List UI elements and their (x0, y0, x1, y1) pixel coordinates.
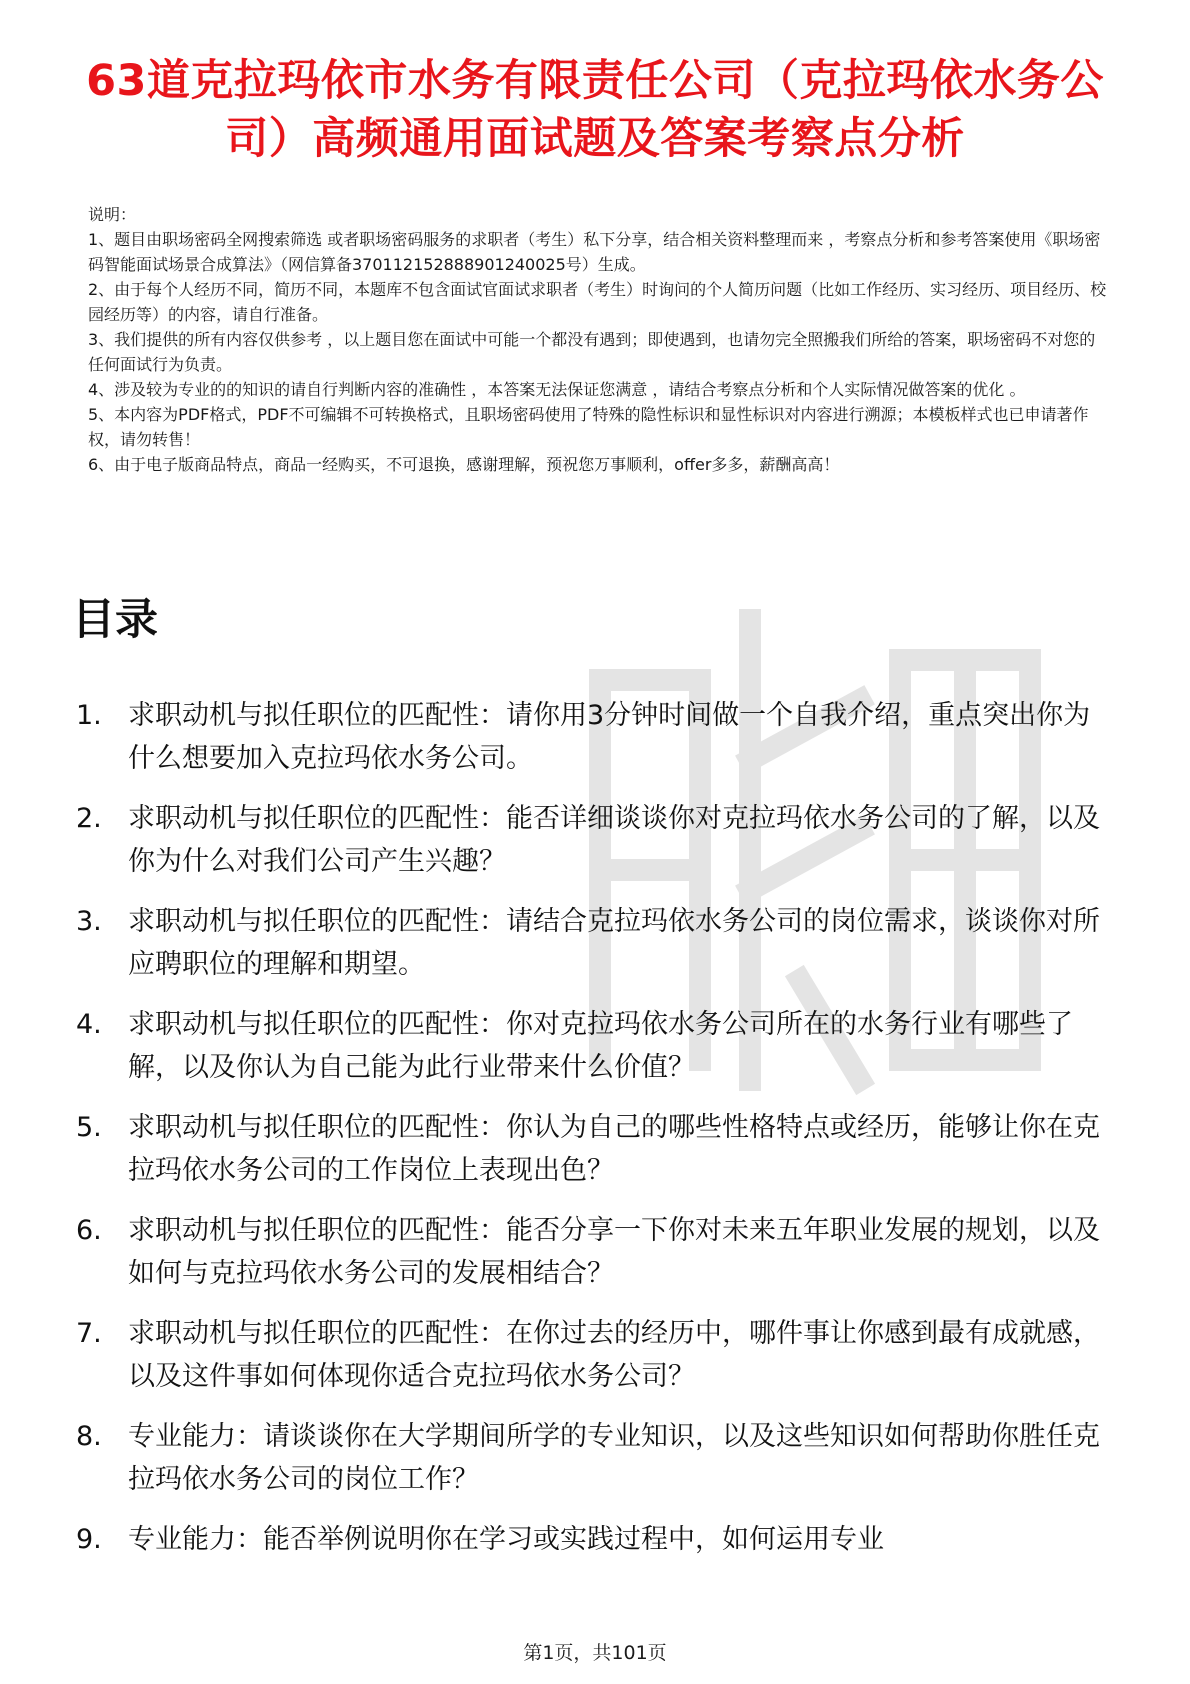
toc-item[interactable] (76, 1415, 1116, 1501)
note-item: 1、题目由职场密码全网搜索筛选 或者职场密码服务的求职者（考生）私下分享，结合相关资料整理而来 ，考察点分析和参考答案使用《职场密码智能面试场景合成算法》（网信算备370112152888901240025号）生成。 (88, 230, 1101, 274)
document-title: 63道克拉玛依市水务有限责任公司（克拉玛依水务公司）高频通用面试题及答案考察点分析 (86, 56, 1104, 164)
page-footer: 第1页，共101页 (523, 1642, 667, 1664)
toc-item[interactable] (76, 694, 1116, 780)
toc-item[interactable] (76, 1518, 1116, 1561)
note-item: 5、本内容为PDF格式，PDF不可编辑不可转换格式，且职场密码使用了特殊的隐性标识和显性标识对内容进行溯源；本模板样式也已申请著作权，请勿转售！ (88, 405, 1089, 449)
toc-item-number: 5. (76, 1112, 102, 1143)
toc-item-number: 3. (76, 906, 102, 937)
toc-item[interactable] (76, 1106, 1116, 1192)
notes-label: 说明： (88, 205, 137, 224)
toc-item-number: 2. (76, 803, 102, 834)
toc-item[interactable] (76, 900, 1116, 986)
toc-item[interactable] (76, 1003, 1116, 1089)
toc-item-text: 求职动机与拟任职位的匹配性：在你过去的经历中，哪件事让你感到最有成就感，以及这件事如何体现你适合克拉玛依水务公司？ (128, 1318, 1100, 1392)
note-item: 6、由于电子版商品特点，商品一经购买，不可退换，感谢理解，预祝您万事顺利，offer多多，薪酬高高！ (88, 455, 840, 474)
toc-item-text: 求职动机与拟任职位的匹配性：请你用3分钟时间做一个自我介绍，重点突出你为什么想要加入克拉玛依水务公司。 (128, 700, 1091, 774)
table-of-contents (76, 694, 1116, 1578)
toc-item[interactable] (76, 1312, 1116, 1398)
toc-item-text: 求职动机与拟任职位的匹配性：你认为自己的哪些性格特点或经历，能够让你在克拉玛依水务公司的工作岗位上表现出色？ (128, 1112, 1100, 1186)
toc-item-text: 求职动机与拟任职位的匹配性：能否分享一下你对未来五年职业发展的规划，以及如何与克拉玛依水务公司的发展相结合？ (128, 1215, 1100, 1289)
note-item: 3、我们提供的所有内容仅供参考 ，以上题目您在面试中可能一个都没有遇到；即使遇到，也请勿完全照搬我们所给的答案，职场密码不对您的任何面试行为负责。 (88, 330, 1096, 374)
toc-item-number: 8. (76, 1421, 102, 1452)
toc-item-text: 专业能力：请谈谈你在大学期间所学的专业知识，以及这些知识如何帮助你胜任克拉玛依水务公司的岗位工作？ (128, 1421, 1100, 1495)
toc-item[interactable] (76, 1209, 1116, 1295)
toc-item-number: 6. (76, 1215, 102, 1246)
note-item: 4、涉及较为专业的的知识的请自行判断内容的准确性 ，本答案无法保证您满意 ，请结合考察点分析和个人实际情况做答案的优化 。 (88, 380, 1026, 399)
toc-item[interactable] (76, 797, 1116, 883)
notes-section (88, 202, 1108, 477)
toc-item-number: 7. (76, 1318, 102, 1349)
toc-item-text: 求职动机与拟任职位的匹配性：你对克拉玛依水务公司所在的水务行业有哪些了解，以及你认为自己能为此行业带来什么价值？ (128, 1009, 1073, 1083)
toc-item-number: 4. (76, 1009, 102, 1040)
toc-heading: 目录 (72, 595, 158, 645)
toc-item-text: 求职动机与拟任职位的匹配性：能否详细谈谈你对克拉玛依水务公司的了解，以及你为什么对我们公司产生兴趣？ (128, 803, 1100, 877)
toc-item-number: 1. (76, 700, 102, 731)
toc-item-text: 求职动机与拟任职位的匹配性：请结合克拉玛依水务公司的岗位需求，谈谈你对所应聘职位的理解和期望。 (128, 906, 1100, 980)
note-item: 2、由于每个人经历不同，简历不同，本题库不包含面试官面试求职者（考生）时询问的个人简历问题（比如工作经历、实习经历、项目经历、校园经历等）的内容，请自行准备。 (88, 280, 1107, 324)
toc-item-number: 9. (76, 1524, 102, 1555)
toc-item-text: 专业能力：能否举例说明你在学习或实践过程中，如何运用专业 (128, 1524, 884, 1555)
